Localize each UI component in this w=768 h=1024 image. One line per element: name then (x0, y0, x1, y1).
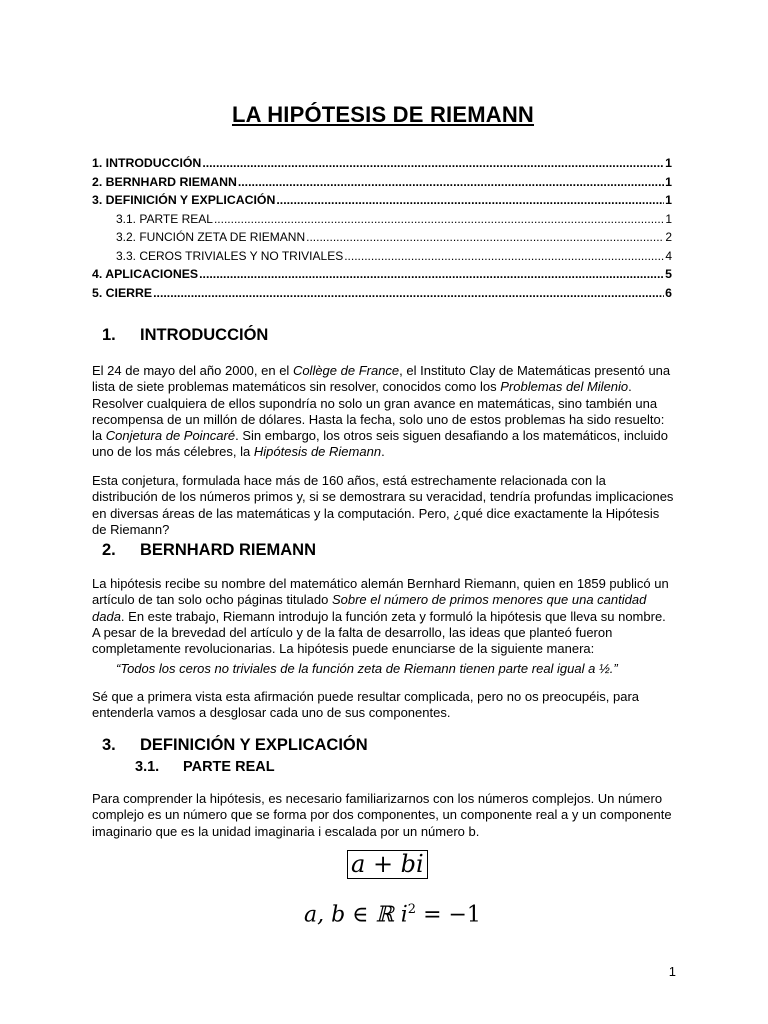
section-number: 1. (102, 326, 116, 344)
toc-entry[interactable] (92, 154, 672, 173)
page-number: 1 (668, 964, 676, 979)
toc-entry-label: 1. INTRODUCCIÓN (92, 156, 202, 170)
section-title: BERNHARD RIEMANN (140, 541, 316, 559)
toc-entry-label: 4. APLICACIONES (92, 267, 199, 281)
section-heading-definicion (102, 736, 368, 755)
text-run: . Resolver cualquiera de ellos supondría no solo un gran avance en matemáticas, sino también una recompensa de un millón de dólares. Hasta la fecha, solo uno de estos problemas ha sido resuelto: la (92, 379, 665, 444)
section-heading-introduccion (102, 326, 268, 345)
text-run-italic: Hipótesis de Riemann (253, 444, 382, 460)
intro-paragraph-1 (92, 363, 674, 461)
toc-entry-page: 4 (665, 248, 672, 263)
toc-leader-dots (238, 173, 664, 192)
section-heading-bernhard-riemann (102, 541, 316, 560)
subsection-title: PARTE REAL (183, 759, 275, 775)
toc-leader-dots (199, 265, 664, 284)
toc-entry-page: 1 (665, 156, 672, 170)
toc-leader-dots (306, 228, 664, 247)
toc-entry-page: 6 (665, 285, 672, 300)
text-run-italic: Conjetura de Poincaré (105, 428, 236, 444)
subsection-number: 3.1. (135, 759, 160, 775)
toc-entry-page: 1 (665, 193, 672, 207)
subsection-heading-parte-real (135, 759, 275, 775)
toc-entry-page: 1 (665, 174, 672, 189)
toc-entry[interactable] (92, 191, 672, 210)
toc-entry-label: 3.2. FUNCIÓN ZETA DE RIEMANN (116, 230, 306, 244)
parte-real-paragraph: Para comprender la hipótesis, es necesario familiarizarnos con los números complejos. Un número complejo es un número que se forma por dos componentes, un componente real a y un componente imaginario que es la unidad imaginaria i escalada por un número b. (92, 791, 672, 839)
text-run-italic: Problemas del Milenio (500, 379, 629, 395)
section-title: INTRODUCCIÓN (140, 326, 269, 344)
toc-subentry[interactable] (92, 247, 672, 266)
toc-entry-page: 2 (665, 230, 672, 244)
toc-entry-label: 3.1. PARTE REAL (116, 211, 213, 226)
formula-exponent: 2 (407, 902, 417, 917)
text-run: El 24 de mayo del año 2000, en el (92, 363, 293, 378)
formula-complex-number: a + bi (347, 850, 428, 879)
toc-subentry[interactable] (92, 210, 672, 229)
text-run-italic: Collège de France (292, 363, 400, 378)
riemann-paragraph-1 (92, 576, 674, 657)
formula-imaginary-unit: i (400, 902, 408, 928)
formula-definitions (304, 895, 481, 930)
document-title: LA HIPÓTESIS DE RIEMANN (231, 102, 535, 127)
section-number: 3. (102, 736, 116, 754)
formula-part: a, b ∈ ℝ (304, 902, 394, 928)
riemann-paragraph-2: Sé que a primera vista esta afirmación puede resultar complicada, pero no os preocupéis, para entenderla vamos a desglosar cada uno de sus componentes. (92, 689, 640, 721)
toc-leader-dots (202, 154, 664, 173)
toc-entry-label: 3.3. CEROS TRIVIALES Y NO TRIVIALES (116, 248, 344, 263)
toc-subentry[interactable] (92, 228, 672, 247)
toc-leader-dots (344, 247, 664, 266)
formula-part: = −1 (416, 902, 481, 928)
table-of-contents (92, 154, 672, 302)
hypothesis-quote: “Todos los ceros no triviales de la función zeta de Riemann tienen parte real igual a ½.” (116, 661, 618, 676)
toc-entry-label: 2. BERNHARD RIEMANN (92, 174, 237, 189)
text-run: . En este trabajo, Riemann introdujo la función zeta y formuló la hipótesis que lleva su nombre. A pesar de la brevedad del artículo y de la falta de desarrollo, las ideas que planteó fueron completamente revolucionarias. La hipótesis puede enunciarse de la siguiente manera: (92, 608, 666, 657)
toc-entry-label: 5. CIERRE (92, 285, 153, 300)
toc-entry-page: 5 (665, 267, 672, 281)
text-run: . (381, 444, 385, 460)
toc-leader-dots (276, 191, 664, 210)
toc-entry[interactable] (92, 265, 672, 284)
toc-leader-dots (153, 284, 664, 303)
section-title: DEFINICIÓN Y EXPLICACIÓN (140, 736, 368, 754)
toc-leader-dots (214, 210, 664, 229)
text-run: La hipótesis recibe su nombre del matemático alemán Bernhard Riemann, quien en 1859 publicó un artículo de tan solo ocho páginas titulado (92, 576, 669, 608)
toc-entry-page: 1 (665, 211, 672, 226)
toc-entry[interactable] (92, 284, 672, 303)
text-run-italic: Sobre el número de primos menores que una cantidad dada (92, 592, 647, 624)
section-number: 2. (102, 541, 116, 559)
toc-entry[interactable] (92, 173, 672, 192)
toc-entry-label: 3. DEFINICIÓN Y EXPLICACIÓN (92, 193, 276, 207)
intro-paragraph-2: Esta conjetura, formulada hace más de 160 años, está estrechamente relacionada con la distribución de los números primos y, si se demostrara su veracidad, tendría profundas implicaciones en diversas áreas de las matemáticas y la computación. Pero, ¿qué dice exactamente la Hipótesis de Riemann? (92, 473, 674, 537)
text-run: . Sin embargo, los otros seis siguen desafiando a los matemáticos, incluido uno de los más célebres, la (92, 428, 668, 460)
text-run: , el Instituto Clay de Matemáticas presentó una lista de siete problemas matemáticos sin resolver, conocidos como los (92, 363, 671, 395)
